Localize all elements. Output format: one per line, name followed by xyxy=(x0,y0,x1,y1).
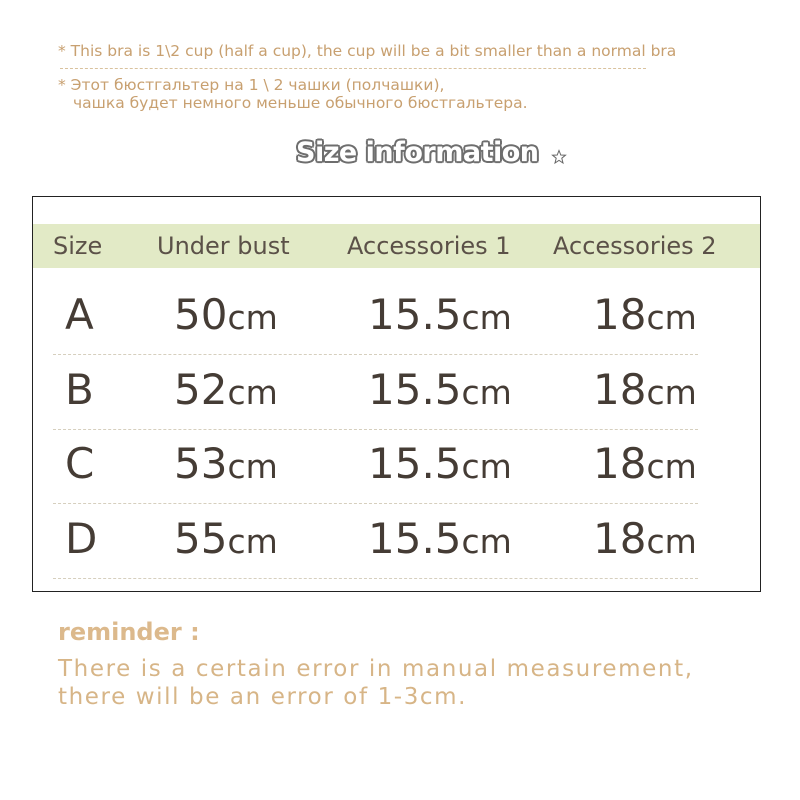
table-row xyxy=(53,429,698,504)
accessories-1-cell xyxy=(368,290,512,339)
cell-value: 15.5 xyxy=(368,365,462,414)
cell-unit: cm xyxy=(646,447,697,486)
cell-value: 18 xyxy=(593,365,647,414)
cell-value: 15.5 xyxy=(368,514,462,563)
reminder-line-2: there will be an error of 1-3cm. xyxy=(58,684,468,710)
star-icon xyxy=(551,149,567,165)
page-title: Size information xyxy=(296,136,539,168)
table-row xyxy=(53,280,698,355)
accessories-2-cell xyxy=(593,290,697,339)
cell-unit: cm xyxy=(461,373,512,412)
size-cell: B xyxy=(65,365,94,414)
table-row xyxy=(53,355,698,430)
cell-value: 15.5 xyxy=(368,290,462,339)
size-cell: D xyxy=(65,514,98,563)
title-block xyxy=(296,132,567,172)
reminder-line-1: There is a certain error in manual measurement, xyxy=(58,656,694,682)
cell-value: 53 xyxy=(174,439,228,488)
cell-unit: cm xyxy=(461,298,512,337)
table-header xyxy=(33,224,760,268)
cell-value: 52 xyxy=(174,365,228,414)
cell-unit: cm xyxy=(461,522,512,561)
table-row xyxy=(53,504,698,579)
cell-unit: cm xyxy=(461,447,512,486)
cell-value: 18 xyxy=(593,439,647,488)
cell-unit: cm xyxy=(646,522,697,561)
half-cup-note-english: * This bra is 1\2 cup (half a cup), the cup will be a bit smaller than a normal bra xyxy=(58,42,677,60)
russian-note-line-2: чашка будет немного меньше обычного бюстгальтера. xyxy=(73,94,528,112)
half-cup-note-russian xyxy=(58,76,528,112)
header-under-bust: Under bust xyxy=(157,232,290,260)
accessories-2-cell xyxy=(593,439,697,488)
accessories-2-cell xyxy=(593,365,697,414)
header-accessories-2: Accessories 2 xyxy=(553,232,717,260)
cell-value: 50 xyxy=(174,290,228,339)
size-cell: C xyxy=(65,439,95,488)
cell-value: 18 xyxy=(593,514,647,563)
accessories-1-cell xyxy=(368,365,512,414)
cell-value: 55 xyxy=(174,514,228,563)
size-table xyxy=(32,196,761,592)
cell-unit: cm xyxy=(227,373,278,412)
russian-note-line-1: * Этот бюстгальтер на 1 \ 2 чашки (полчашки), xyxy=(58,76,445,94)
cell-value: 15.5 xyxy=(368,439,462,488)
size-cell: A xyxy=(65,290,94,339)
header-size: Size xyxy=(53,232,103,260)
reminder-label: reminder : xyxy=(58,618,200,646)
under-bust-cell xyxy=(174,365,278,414)
cell-unit: cm xyxy=(646,373,697,412)
reminder-text xyxy=(58,655,694,711)
header-accessories-1: Accessories 1 xyxy=(347,232,511,260)
cell-unit: cm xyxy=(646,298,697,337)
under-bust-cell xyxy=(174,290,278,339)
cell-unit: cm xyxy=(227,522,278,561)
cell-unit: cm xyxy=(227,298,278,337)
note-divider xyxy=(60,68,646,69)
accessories-1-cell xyxy=(368,514,512,563)
under-bust-cell xyxy=(174,439,278,488)
cell-unit: cm xyxy=(227,447,278,486)
cell-value: 18 xyxy=(593,290,647,339)
accessories-2-cell xyxy=(593,514,697,563)
under-bust-cell xyxy=(174,514,278,563)
accessories-1-cell xyxy=(368,439,512,488)
